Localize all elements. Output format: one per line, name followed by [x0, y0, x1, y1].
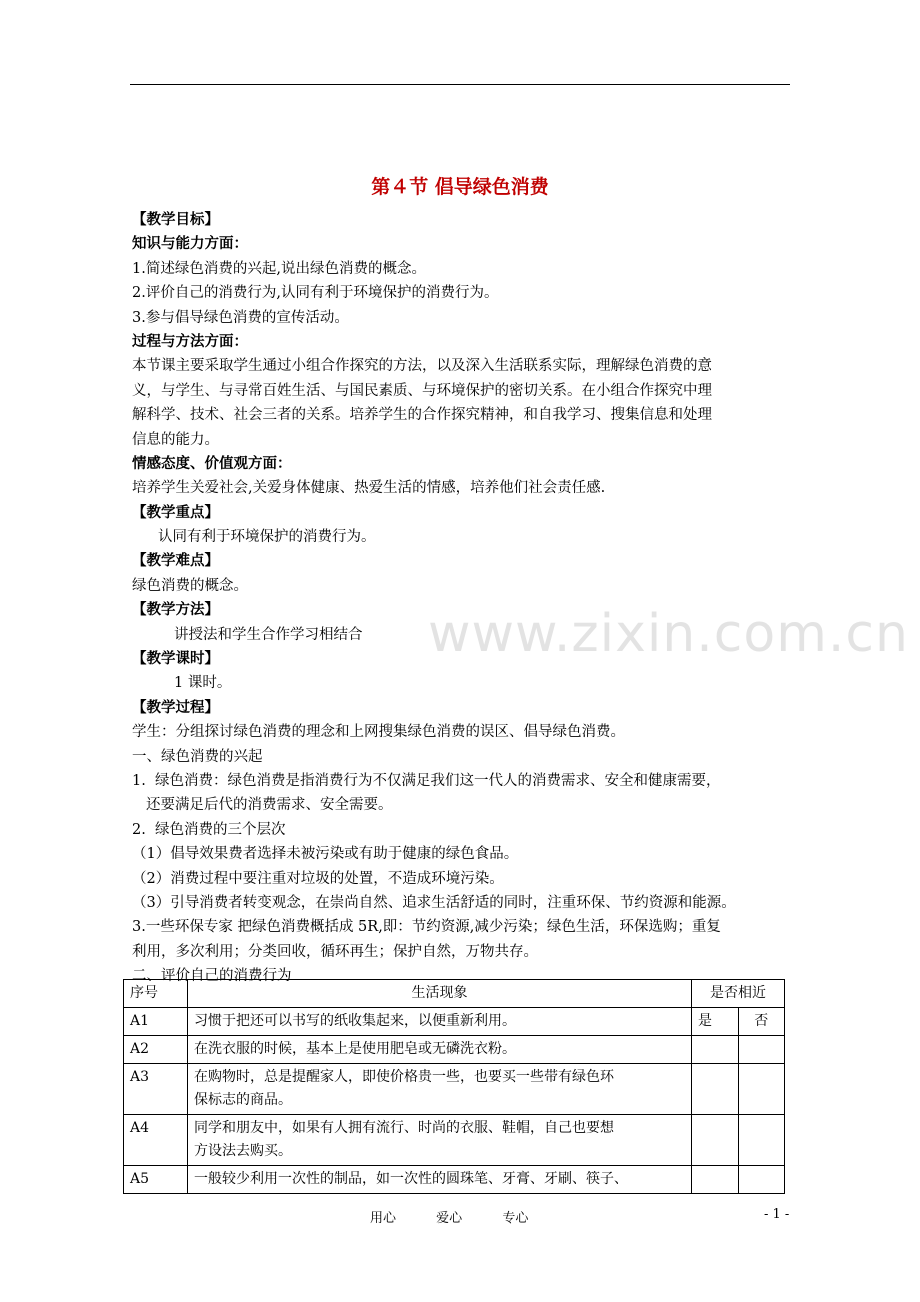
row-id: A4 — [124, 1115, 188, 1166]
process-method-heading: 过程与方法方面： — [132, 333, 248, 350]
knowledge-item: 1.简述绿色消费的兴起,说出绿色消费的概念。 — [132, 260, 426, 277]
row-id: A5 — [124, 1166, 188, 1194]
yes-check-cell[interactable] — [692, 1036, 739, 1064]
level-item: （2）消费过程中要注重对垃圾的处置，不造成环境污染。 — [132, 870, 504, 887]
header-phenomenon: 生活现象 — [188, 980, 692, 1008]
level-item: （1）倡导效果费者选择未被污染或有助于健康的绿色食品。 — [132, 846, 519, 863]
no-check-cell[interactable] — [738, 1115, 785, 1166]
footer-motto — [370, 1207, 564, 1226]
yes-cell: 是 — [692, 1008, 739, 1036]
level-item: （3）引导消费者转变观念，在崇尚自然、追求生活舒适的同时，注重环保、节约资源和能源。 — [132, 894, 736, 911]
table-row — [124, 1166, 785, 1194]
document-body — [132, 208, 792, 989]
table-row — [124, 1036, 785, 1064]
objectives-heading: 【教学目标】 — [132, 212, 219, 228]
paragraph-line: 解科学、技术、社会三者的关系。培养学生的合作探究精神，和自我学习、搜集信息和处理 — [132, 407, 712, 424]
list-item: 1. 绿色消费：绿色消费是指消费行为不仅满足我们这一代人的消费需求、安全和健康需要， — [132, 772, 721, 789]
section-heading: 一、绿色消费的兴起 — [132, 748, 263, 765]
yes-check-cell[interactable] — [692, 1064, 739, 1115]
difficulty-heading: 【教学难点】 — [132, 553, 219, 570]
table-row — [124, 1008, 785, 1036]
header-rule — [130, 84, 790, 85]
paragraph-line: 本节课主要采取学生通过小组合作探究的方法，以及深入生活联系实际，理解绿色消费的意 — [132, 358, 712, 375]
page-title: 第４节 倡导绿色消费 — [371, 176, 549, 198]
paragraph-line: 信息的能力。 — [132, 431, 219, 448]
yes-check-cell[interactable] — [692, 1166, 739, 1194]
list-item-continued: 利用，多次利用；分类回收，循环再生；保护自然，万物共存。 — [132, 943, 538, 960]
difficulty-text: 绿色消费的概念。 — [132, 577, 248, 594]
behavior-table — [123, 979, 785, 1194]
process-heading: 【教学过程】 — [132, 699, 219, 716]
key-point-text: 认同有利于环境保护的消费行为。 — [158, 529, 376, 546]
knowledge-item: 3.参与倡导绿色消费的宣传活动。 — [132, 309, 349, 326]
row-text-line: 保标志的商品。 — [194, 1092, 292, 1108]
table-row — [124, 1064, 785, 1115]
list-item: 2. 绿色消费的三个层次 — [132, 821, 286, 838]
header-no: 序号 — [124, 980, 188, 1008]
row-id: A3 — [124, 1064, 188, 1115]
table-header-row — [124, 980, 785, 1008]
row-text: 习惯于把还可以书写的纸收集起来，以便重新利用。 — [188, 1008, 692, 1036]
no-check-cell[interactable] — [738, 1166, 785, 1194]
no-check-cell[interactable] — [738, 1036, 785, 1064]
row-text: 一般较少利用一次性的制品，如一次性的圆珠笔、牙膏、牙刷、筷子、 — [188, 1166, 692, 1194]
list-item-continued: 还要满足后代的消费需求、安全需要。 — [146, 797, 393, 814]
emotion-text: 培养学生关爱社会,关爱身体健康、热爱生活的情感，培养他们社会责任感. — [132, 480, 606, 497]
row-id: A1 — [124, 1008, 188, 1036]
key-point-heading: 【教学重点】 — [132, 504, 219, 521]
hours-text: 1 课时。 — [174, 675, 232, 692]
page-number: - 1 - — [764, 1207, 790, 1222]
footer-word: 用心 — [370, 1211, 397, 1226]
row-text — [188, 1115, 692, 1166]
paragraph-line: 义，与学生、与寻常百姓生活、与国民素质、与环境保护的密切关系。在小组合作探究中理 — [132, 382, 712, 399]
footer-word: 专心 — [502, 1211, 529, 1226]
list-item: 3.一些环保专家 把绿色消费概括成 5R,即：节约资源,减少污染；绿色生活，环保选购；重复 — [132, 919, 721, 936]
method-text: 讲授法和学生合作学习相结合 — [174, 626, 363, 643]
yes-check-cell[interactable] — [692, 1115, 739, 1166]
row-text-line: 方设法去购买。 — [194, 1143, 292, 1159]
row-text-line: 同学和朋友中，如果有人拥有流行、时尚的衣服、鞋帽，自己也要想 — [194, 1120, 614, 1136]
header-close: 是否相近 — [692, 980, 785, 1008]
method-heading: 【教学方法】 — [132, 602, 219, 619]
no-check-cell[interactable] — [738, 1064, 785, 1115]
table-row — [124, 1115, 785, 1166]
knowledge-heading: 知识与能力方面： — [132, 236, 248, 253]
hours-heading: 【教学课时】 — [132, 651, 219, 668]
watermark-text: www.zixin.com.cn — [428, 604, 909, 664]
emotion-heading: 情感态度、价值观方面： — [132, 455, 292, 472]
row-text — [188, 1064, 692, 1115]
row-text: 在洗衣服的时候，基本上是使用肥皂或无磷洗衣粉。 — [188, 1036, 692, 1064]
row-text-line: 在购物时，总是提醒家人，即使价格贵一些，也要买一些带有绿色环 — [194, 1069, 614, 1085]
process-intro: 学生：分组探讨绿色消费的理念和上网搜集绿色消费的误区、倡导绿色消费。 — [132, 724, 625, 741]
footer-word: 爱心 — [436, 1211, 463, 1226]
row-id: A2 — [124, 1036, 188, 1064]
section-heading: 二、评价自己的消费行为 — [132, 968, 292, 985]
knowledge-item: 2.评价自己的消费行为,认同有利于环境保护的消费行为。 — [132, 285, 499, 302]
no-cell: 否 — [738, 1008, 785, 1036]
